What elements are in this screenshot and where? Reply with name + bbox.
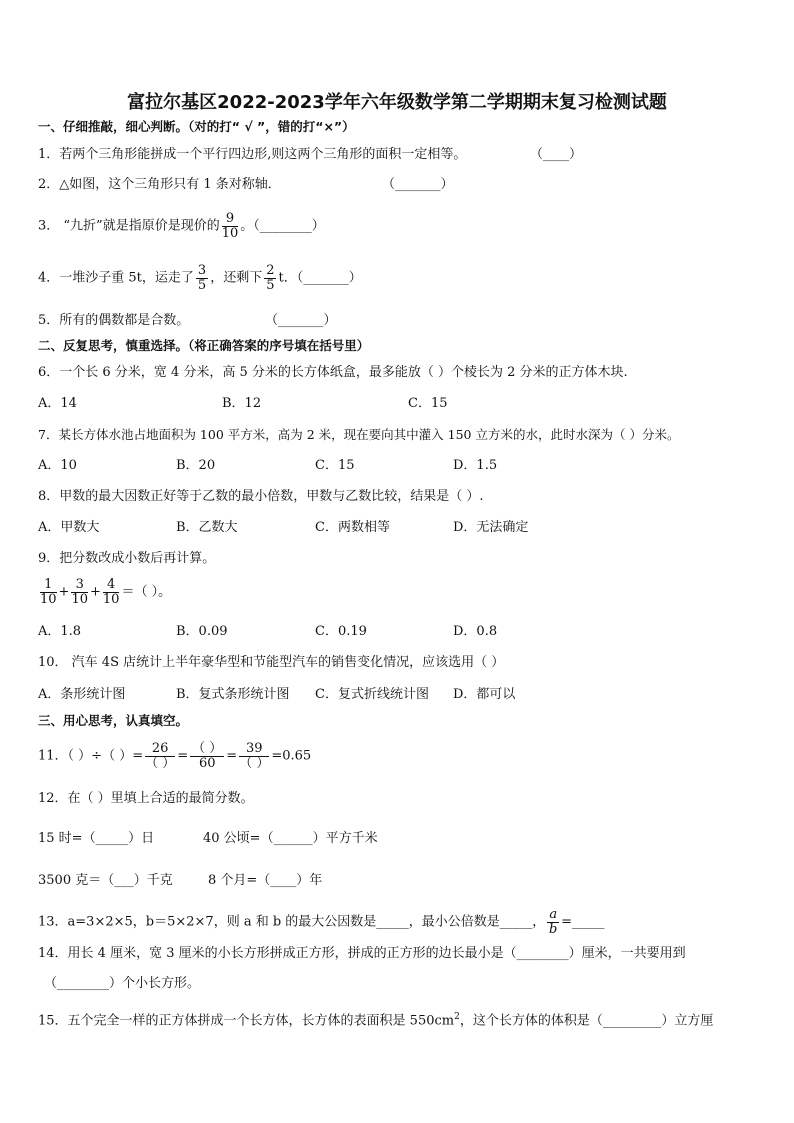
question-13-text[interactable]: 13．a=3×2×5，b＝5×2×7，则 a 和 b 的最大公因数是_____，最小公倍数是_____， [38, 914, 546, 930]
fraction-4-10 [103, 578, 120, 606]
question-12-part-b[interactable]: 40 公顷=（______）平方千米 [203, 831, 378, 846]
fraction-a-b [547, 908, 559, 936]
question-1-answer-blank[interactable]: （____） [530, 147, 583, 162]
question-9-answer-blank[interactable]: ＝（ ）。 [121, 584, 172, 600]
question-2-text: 2．△如图，这个三角形只有 1 条对称轴． [38, 177, 281, 192]
question-4-answer-blank[interactable]: t．（_______） [278, 270, 362, 286]
q6-option-c[interactable]: C．15 [408, 396, 448, 411]
question-13 [38, 908, 604, 936]
question-3-answer-blank[interactable]: 。（________） [240, 218, 325, 234]
section-1-heading: 一、仔细推敲，细心判断。（对的打“ √ ”，错的打“×”） [38, 119, 355, 134]
question-15-text: 15．五个完全一样的正方体拼成一个长方体，长方体的表面积是 550cm [38, 1013, 455, 1029]
q8-option-c[interactable]: C．两数相等 [315, 520, 390, 535]
fraction-1-10 [40, 578, 57, 606]
question-1-text: 1．若两个三角形能拼成一个平行四边形,则这两个三角形的面积一定相等。 [38, 147, 467, 162]
equals-sign: = [226, 748, 238, 764]
section-2-heading: 二、反复思考，慎重选择。（将正确答案的序号填在括号里） [38, 338, 370, 353]
fraction-26-blank [145, 742, 175, 770]
section-3-heading: 三、用心思考，认真填空。 [38, 713, 189, 728]
fraction-denominator: 10 [102, 591, 120, 607]
plus-sign: + [90, 584, 101, 600]
fraction-numerator: 4 [103, 578, 120, 593]
fraction-numerator: 26 [145, 742, 175, 757]
question-6-text: 6．一个长 6 分米，宽 4 分米，高 5 分米的长方体纸盒，最多能放（ ）个棱长为 2 分米的正方体木块. [38, 365, 628, 380]
question-14-line-1[interactable]: 14．用长 4 厘米，宽 3 厘米的小长方形拼成正方形，拼成的正方形的边长最小是（________）厘米，一共要用到 [38, 946, 686, 961]
fraction-denominator: 5 [197, 277, 207, 293]
q10-option-a[interactable]: A．条形统计图 [38, 687, 126, 702]
question-12-part-c[interactable]: 3500 克＝（___）千克 [38, 873, 173, 888]
fraction-numerator: 39 [239, 742, 269, 757]
q9-option-a[interactable]: A．1.8 [38, 624, 82, 639]
fraction-blank-60 [190, 742, 224, 770]
fraction-denominator: 10 [221, 225, 239, 241]
fraction-39-blank [239, 742, 269, 770]
fraction-denominator-blank[interactable]: （ ） [145, 755, 176, 771]
fraction-numerator: 1 [40, 578, 57, 593]
question-9-text: 9．把分数改成小数后再计算。 [38, 551, 216, 566]
question-15 [38, 1008, 713, 1030]
question-5-answer-blank[interactable]: （_______） [265, 313, 337, 328]
q10-option-b[interactable]: B．复式条形统计图 [176, 687, 290, 702]
fraction-numerator: 3 [71, 578, 88, 593]
q10-option-c[interactable]: C．复式折线统计图 [315, 687, 429, 702]
question-4-text: 4．一堆沙子重 5t，运走了 [38, 270, 194, 286]
fraction-denominator: 10 [71, 591, 88, 607]
fraction-denominator-blank[interactable]: （ ） [239, 755, 270, 771]
question-3 [38, 212, 325, 240]
question-15-answer-blank[interactable]: ，这个长方体的体积是（_________）立方厘 [459, 1013, 714, 1029]
q7-option-a[interactable]: A．10 [38, 458, 77, 473]
fraction-denominator: 60 [198, 755, 216, 771]
question-11-result: =0.65 [271, 748, 312, 764]
question-12-part-d[interactable]: 8 个月=（____）年 [208, 873, 323, 888]
fraction-2-5 [264, 264, 276, 292]
question-7-text: 7．某长方体水池占地面积为 100 平方米，高为 2 米，现在要向其中灌入 150 立方米的水，此时水深为（ ）分米。 [38, 427, 680, 442]
q6-option-b[interactable]: B．12 [222, 396, 262, 411]
question-12-part-a[interactable]: 15 时=（_____）日 [38, 831, 155, 846]
fraction-numerator: 3 [197, 263, 207, 278]
equals-sign: = [177, 748, 189, 764]
fraction-9-10 [222, 212, 239, 240]
fraction-denominator: b [549, 921, 558, 937]
fraction-numerator-blank[interactable]: （ ） [192, 741, 223, 756]
question-11-text: 11．（ ）÷（ ）= [38, 748, 144, 764]
question-14-line-2[interactable]: （________）个小长方形。 [44, 976, 201, 991]
question-5-text: 5．所有的偶数都是合数。 [38, 313, 190, 328]
question-8-text: 8．甲数的最大因数正好等于乙数的最小倍数，甲数与乙数比较，结果是（ ）. [38, 489, 484, 504]
question-13-answer-blank[interactable]: =_____ [561, 914, 605, 930]
fraction-denominator: 10 [40, 591, 57, 607]
q6-option-a[interactable]: A．14 [38, 396, 77, 411]
superscript: 2 [454, 1012, 460, 1022]
question-12-text: 12．在（ ）里填上合适的最简分数。 [38, 791, 254, 806]
fraction-3-5 [196, 264, 208, 292]
question-1 [38, 146, 466, 164]
question-3-text: 3． “九折”就是指原价是现价的 [38, 218, 220, 234]
q8-option-a[interactable]: A．甲数大 [38, 520, 100, 535]
q7-option-b[interactable]: B．20 [176, 458, 216, 473]
fraction-numerator: 9 [222, 212, 239, 227]
q10-option-d[interactable]: D．都可以 [453, 687, 516, 702]
q7-option-d[interactable]: D．1.5 [453, 458, 498, 473]
fraction-numerator: a [549, 907, 558, 922]
q8-option-d[interactable]: D．无法确定 [453, 520, 529, 535]
q9-option-b[interactable]: B．0.09 [176, 624, 228, 639]
question-4 [38, 264, 362, 292]
fraction-denominator: 5 [266, 277, 275, 293]
question-2-answer-blank[interactable]: （_______） [382, 177, 454, 192]
fraction-3-10 [71, 578, 88, 606]
question-9-expression [38, 578, 171, 606]
fraction-numerator: 2 [266, 263, 275, 278]
question-10-text: 10． 汽车 4S 店统计上半年豪华型和节能型汽车的销售变化情况，应该选用（ ） [38, 655, 505, 670]
question-4-text-mid: ，还剩下 [210, 270, 263, 286]
plus-sign: + [58, 584, 70, 600]
q9-option-c[interactable]: C．0.19 [315, 624, 367, 639]
q9-option-d[interactable]: D．0.8 [453, 624, 498, 639]
q7-option-c[interactable]: C．15 [315, 458, 355, 473]
question-11 [38, 742, 311, 770]
q8-option-b[interactable]: B．乙数大 [176, 520, 238, 535]
page-title: 富拉尔基区2022-2023学年六年级数学第二学期期末复习检测试题 [127, 92, 667, 113]
